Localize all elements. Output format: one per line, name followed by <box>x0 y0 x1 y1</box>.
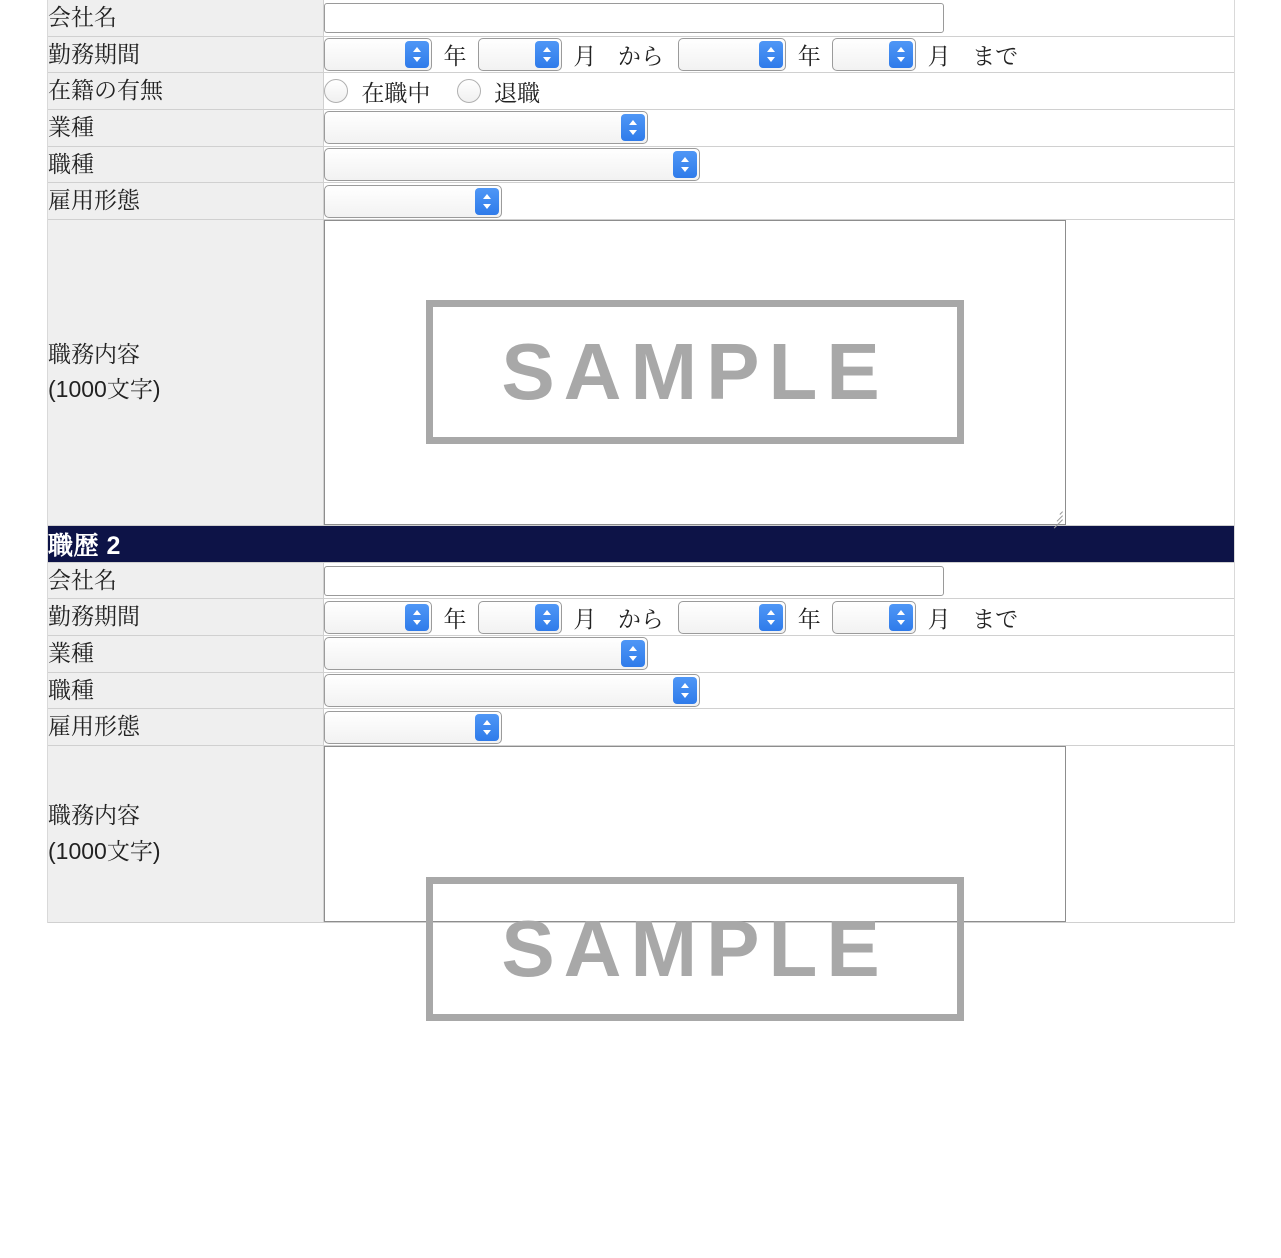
label-employment-type-2: 雇用形態 <box>48 709 324 746</box>
table-row-occupation-1 <box>48 146 1234 183</box>
period-end-year-select-2[interactable] <box>678 601 786 634</box>
chevron-updown-icon <box>889 604 913 631</box>
field-employment-type-2 <box>324 709 1235 746</box>
chevron-updown-icon <box>889 41 913 68</box>
table-row-company-2 <box>48 562 1234 599</box>
table-row-industry-2 <box>48 636 1234 673</box>
table-row-job-description-2 <box>48 746 1234 923</box>
unit-from-1: から <box>617 42 664 69</box>
job-description-textarea-1[interactable] <box>324 220 1066 525</box>
chevron-updown-icon <box>535 604 559 631</box>
company-name-input-1[interactable] <box>324 3 944 33</box>
field-employment-type-1 <box>324 183 1235 220</box>
table-row-job-description-1 <box>48 219 1234 525</box>
label-industry-2: 業種 <box>48 636 324 673</box>
unit-year-start-1: 年 <box>443 42 467 69</box>
chevron-updown-icon <box>621 114 645 141</box>
label-job-description-1 <box>48 219 324 525</box>
section-header-label-2: 職歴 2 <box>48 525 1234 562</box>
label-industry-1: 業種 <box>48 109 324 146</box>
field-company-1 <box>324 0 1235 36</box>
table-row-period-1 <box>48 36 1234 73</box>
unit-month-start-1: 月 <box>573 42 597 69</box>
table-row-employment-type-2 <box>48 709 1234 746</box>
employment-type-select-2[interactable] <box>324 711 502 744</box>
table-row-period-2 <box>48 599 1234 636</box>
table-row-occupation-2 <box>48 672 1234 709</box>
period-start-year-select-1[interactable] <box>324 38 432 71</box>
chevron-updown-icon <box>673 151 697 178</box>
sample-watermark-1 <box>426 300 964 444</box>
field-period-1 <box>324 36 1235 73</box>
occupation-select-1[interactable] <box>324 148 700 181</box>
field-period-2 <box>324 599 1235 636</box>
radio-resigned[interactable] <box>457 79 481 103</box>
label-job-description-sub-1: (1000文字) <box>48 376 161 403</box>
label-job-description-main-1: 職務内容 <box>48 340 140 367</box>
unit-year-end-1: 年 <box>797 42 821 69</box>
chevron-updown-icon <box>405 604 429 631</box>
industry-select-2[interactable] <box>324 637 648 670</box>
textarea-resize-handle-1[interactable] <box>1049 508 1063 522</box>
period-start-year-select-2[interactable] <box>324 601 432 634</box>
job-description-textarea-2[interactable] <box>324 746 1066 994</box>
unit-to-1: まで <box>972 42 1019 69</box>
period-end-month-select-1[interactable] <box>832 38 916 71</box>
period-end-year-select-1[interactable] <box>678 38 786 71</box>
field-occupation-1 <box>324 146 1235 183</box>
field-industry-2 <box>324 636 1235 673</box>
label-enrollment-1: 在籍の有無 <box>48 73 324 110</box>
industry-select-1[interactable] <box>324 111 648 144</box>
sample-watermark-text-2: SAMPLE <box>501 904 889 994</box>
occupation-select-2[interactable] <box>324 674 700 707</box>
label-employment-type-1: 雇用形態 <box>48 183 324 220</box>
unit-month-end-2: 月 <box>927 605 951 632</box>
label-company-2: 会社名 <box>48 562 324 599</box>
table-row-enrollment-1 <box>48 73 1234 110</box>
unit-from-2: から <box>617 605 664 632</box>
label-period-1: 勤務期間 <box>48 36 324 73</box>
field-job-description-2 <box>324 746 1235 994</box>
field-company-2 <box>324 562 1235 599</box>
work-history-table <box>48 0 1234 994</box>
work-history-form <box>47 0 1235 994</box>
label-occupation-2: 職種 <box>48 672 324 709</box>
unit-month-start-2: 月 <box>573 605 597 632</box>
field-industry-1 <box>324 109 1235 146</box>
period-end-month-select-2[interactable] <box>832 601 916 634</box>
radio-currently-employed[interactable] <box>324 79 348 103</box>
chevron-updown-icon <box>405 41 429 68</box>
table-row-company-1 <box>48 0 1234 36</box>
label-company-1: 会社名 <box>48 0 324 36</box>
chevron-updown-icon <box>759 604 783 631</box>
chevron-updown-icon <box>535 41 559 68</box>
chevron-updown-icon <box>475 714 499 741</box>
chevron-updown-icon <box>673 677 697 704</box>
employment-type-select-1[interactable] <box>324 185 502 218</box>
label-job-description-2 <box>48 746 324 923</box>
field-occupation-2 <box>324 672 1235 709</box>
table-row-industry-1 <box>48 109 1234 146</box>
chevron-updown-icon <box>759 41 783 68</box>
chevron-updown-icon <box>475 188 499 215</box>
label-job-description-main-2: 職務内容 <box>48 802 140 829</box>
sample-watermark-text-1: SAMPLE <box>501 327 889 417</box>
label-job-description-sub-2: (1000文字) <box>48 838 161 865</box>
label-occupation-1: 職種 <box>48 146 324 183</box>
field-job-description-1 <box>324 219 1235 525</box>
unit-year-start-2: 年 <box>443 605 467 632</box>
unit-to-2: まで <box>972 605 1019 632</box>
section-header-work-history-2 <box>48 525 1234 562</box>
unit-month-end-1: 月 <box>927 42 951 69</box>
label-period-2: 勤務期間 <box>48 599 324 636</box>
company-name-input-2[interactable] <box>324 566 944 596</box>
field-enrollment-1 <box>324 73 1235 110</box>
radio-label-currently-employed[interactable]: 在職中 <box>361 79 431 106</box>
unit-year-end-2: 年 <box>797 605 821 632</box>
radio-label-resigned[interactable]: 退職 <box>494 79 541 106</box>
sample-watermark-2 <box>426 877 964 1021</box>
period-start-month-select-1[interactable] <box>478 38 562 71</box>
chevron-updown-icon <box>621 640 645 667</box>
period-start-month-select-2[interactable] <box>478 601 562 634</box>
table-row-employment-type-1 <box>48 183 1234 220</box>
